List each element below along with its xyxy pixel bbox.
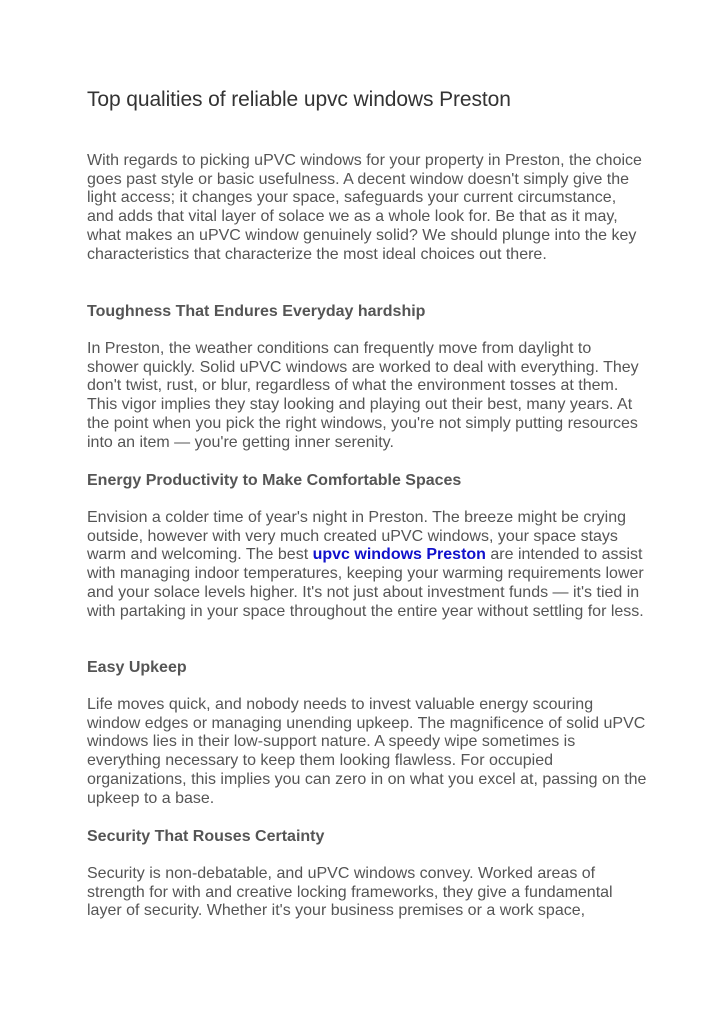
section-heading-toughness: Toughness That Endures Everyday hardship xyxy=(87,303,426,320)
section-heading-energy: Energy Productivity to Make Comfortable Spaces xyxy=(87,472,462,489)
page-title: Top qualities of reliable upvc windows Preston xyxy=(87,88,511,111)
section-body-toughness: In Preston, the weather conditions can frequently move from daylight to shower quickly. Solid uPVC windows are worked to deal with everything. They don't twist, rust, or blur, regardless of what the environment tosses at them. This vigor implies they stay looking and playing out their best, many years. At the point when you pick the right windows, you're not simply putting resources into an item — you're getting inner serenity. xyxy=(87,340,639,451)
intro-paragraph: With regards to picking uPVC windows for your property in Preston, the choice goes past style or basic usefulness. A decent window doesn't simply give the light access; it changes your space, safeguards your current circumstance, and adds that vital layer of solace we as a whole look for. Be that as it may, what makes an uPVC window genuinely solid? We should plunge into the key characteristics that characterize the most ideal choices out there. xyxy=(87,152,642,263)
section-body-energy xyxy=(87,509,647,621)
energy-body-before: Envision a colder time of year's night in Preston. The breeze might be crying outside, however with very much created uPVC windows, your space stays warm and welcoming. The best xyxy=(87,509,627,564)
section-heading-upkeep: Easy Upkeep xyxy=(87,659,187,676)
upvc-windows-preston-link[interactable]: upvc windows Preston xyxy=(312,546,486,564)
section-body-upkeep: Life moves quick, and nobody needs to invest valuable energy scouring window edges or managing unending upkeep. The magnificence of solid uPVC windows lies in their low-support nature. A speedy wipe sometimes is everything necessary to keep them looking flawless. For occupied organizations, this implies you can zero in on what you excel at, passing on the upkeep to a base. xyxy=(87,696,647,807)
section-heading-security: Security That Rouses Certainty xyxy=(87,828,325,845)
energy-body-after: are intended to assist with managing indoor temperatures, keeping your warming requirements lower and your solace levels higher. It's not just about investment funds — it's tied in with partaking in your space throughout the entire year without settling for less. xyxy=(87,546,644,620)
section-body-security: Security is non-debatable, and uPVC windows convey. Worked areas of strength for with and creative locking frameworks, they give a fundamental layer of security. Whether it's your business premises or a work space, xyxy=(87,865,613,920)
